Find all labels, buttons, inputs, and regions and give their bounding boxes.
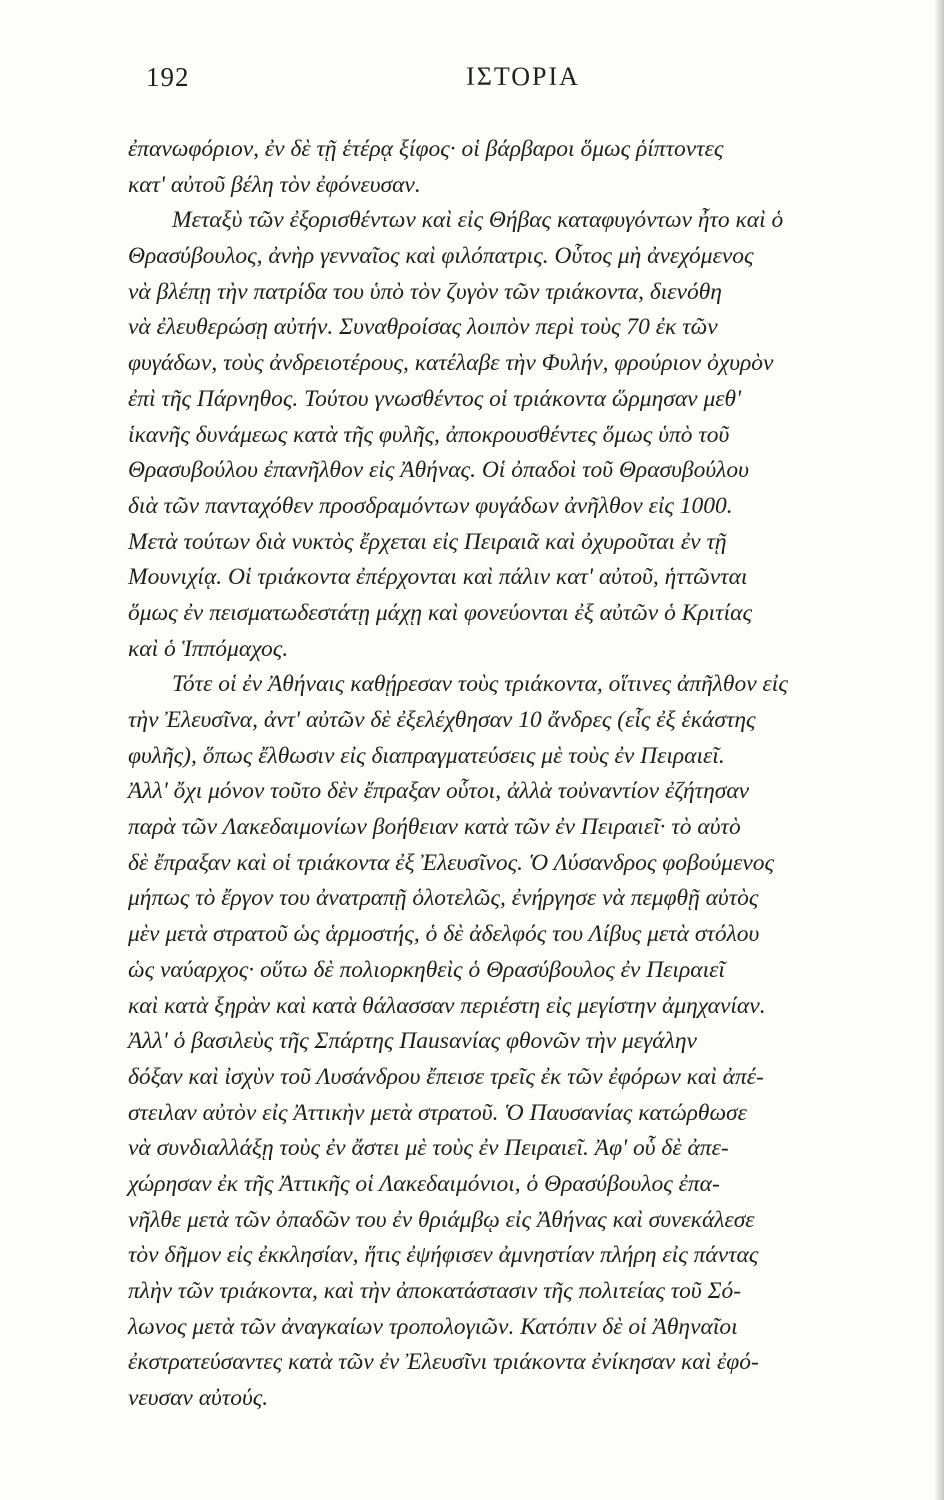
text-line: Τότε οἱ ἐν Ἀθήναις καθῄρεσαν τοὺς τριάκοντα, οἵτινες ἀπῆλθον εἰς: [172, 671, 788, 698]
text-line: παρὰ τῶν Λακεδαιμονίων βοήθειαν κατὰ τῶν ἐν Πειραιεῖ· τὸ αὐτὸ: [128, 814, 741, 841]
text-line: νὰ βλέπῃ τὴν πατρίδα του ὑπὸ τὸν ζυγὸν τῶν τριάκοντα, διενόθη: [128, 278, 722, 305]
text-line: ἐπανωφόριον, ἐν δὲ τῇ ἑτέρᾳ ξίφος· οἱ βάρβαροι ὅμως ῥίπτοντες: [128, 136, 724, 162]
body-text: [128, 132, 908, 1417]
text-line: Μετὰ τούτων διὰ νυκτὸς ἔρχεται εἰς Πειραιᾶ καὶ ὀχυροῦται ἐν τῇ: [128, 528, 727, 555]
running-title: ΙΣΤΟΡΙΑ: [466, 62, 580, 91]
text-line: καὶ ὁ Ἱππόμαχος.: [128, 635, 289, 662]
text-line: κατ' αὐτοῦ βέλη τὸν ἐφόνευσαν.: [128, 171, 421, 198]
text-line: ἐπὶ τῆς Πάρνηθος. Τούτου γνωσθέντος οἱ τριάκοντα ὥρμησαν μεθ': [128, 385, 742, 412]
text-line: στειλαν αὐτὸν εἰς Ἀττικὴν μετὰ στρατοῦ. Ὁ Παυσανίας κατώρθωσε: [128, 1099, 747, 1126]
text-line: λωνος μετὰ τῶν ἀναγκαίων τροπολογιῶν. Κατόπιν δὲ οἱ Ἀθηναῖοι: [128, 1313, 738, 1340]
text-line: πλὴν τῶν τριάκοντα, καὶ τὴν ἀποκατάστασιν τῆς πολιτείας τοῦ Σό-: [128, 1278, 742, 1304]
text-line: νῆλθε μετὰ τῶν ὀπαδῶν του ἐν θριάμβῳ εἰς Ἀθήνας καὶ συνεκάλεσε: [128, 1206, 755, 1233]
text-line: Μουνιχίᾳ. Οἱ τριάκοντα ἐπέρχονται καὶ πάλιν κατ' αὐτοῦ, ἡττῶνται: [128, 564, 748, 591]
text-line: ὅμως ἐν πεισματωδεστάτῃ μάχῃ καὶ φονεύονται ἐξ αὐτῶν ὁ Κριτίας: [128, 599, 752, 626]
text-line: τὴν Ἐλευσῖνα, ἀντ' αὐτῶν δὲ ἐξελέχθησαν 10 ἄνδρες (εἷς ἐξ ἑκάστης: [128, 707, 756, 733]
text-line: μὲν μετὰ στρατοῦ ὡς ἁρμοστής, ὁ δὲ ἀδελφός του Λίβυς μετὰ στόλου: [128, 921, 760, 948]
text-line: Ἀλλ' ὁ βασιλεὺς τῆς Σπάρτης Πausανίας φθονῶν τὴν μεγάλην: [128, 1028, 697, 1055]
text-line: καὶ κατὰ ξηρὰν καὶ κατὰ θάλασσαν περιέστη εἰς μεγίστην ἀμηχανίαν.: [128, 992, 766, 1019]
page-number: 192: [146, 62, 190, 92]
text-line: νὰ ἐλευθερώσῃ αὐτήν. Συναθροίσας λοιπὸν περὶ τοὺς 70 ἐκ τῶν: [128, 314, 718, 341]
text-line: Μεταξὺ τῶν ἐξορισθέντων καὶ εἰς Θήβας καταφυγόντων ἦτο καὶ ὁ: [172, 207, 784, 234]
text-line: Θρασυβούλου ἐπανῆλθον εἰς Ἀθήνας. Οἱ ὀπαδοὶ τοῦ Θρασυβούλου: [128, 457, 749, 484]
text-line: ἐκστρατεύσαντες κατὰ τῶν ἐν Ἐλευσῖνι τριάκοντα ἐνίκησαν καὶ ἐφό-: [128, 1349, 759, 1376]
text-line: νὰ συνδιαλλάξῃ τοὺς ἐν ἄστει μὲ τοὺς ἐν Πειραιεῖ. Ἀφ' οὗ δὲ ἀπε-: [128, 1135, 729, 1162]
text-line: νευσαν αὐτούς.: [128, 1385, 269, 1412]
text-line: ὡς ναύαρχος· οὕτω δὲ πολιορκηθεὶς ὁ Θρασύβουλος ἐν Πειραιεῖ: [128, 956, 725, 983]
text-line: χώρησαν ἐκ τῆς Ἀττικῆς οἱ Λακεδαιμόνιοι, ὁ Θρασύβουλος ἐπα-: [128, 1170, 720, 1197]
page-header: [142, 60, 904, 100]
text-line: φυγάδων, τοὺς ἀνδρειοτέρους, κατέλαβε τὴν Φυλήν, φρούριον ὀχυρὸν: [128, 350, 774, 377]
text-line: διὰ τῶν πανταχόθεν προσδραμόντων φυγάδων ἀνῆλθον εἰς 1000.: [128, 492, 733, 519]
text-line: ἱκανῆς δυνάμεως κατὰ τῆς φυλῆς, ἀποκρουσθέντες ὅμως ὑπὸ τοῦ: [128, 421, 730, 448]
text-line: δόξαν καὶ ἰσχὺν τοῦ Λυσάνδρου ἔπεισε τρεῖς ἐκ τῶν ἐφόρων καὶ ἀπέ-: [128, 1063, 764, 1090]
text-line: φυλῆς), ὅπως ἔλθωσιν εἰς διαπραγματεύσεις μὲ τοὺς ἐν Πειραιεῖ.: [128, 742, 725, 769]
text-line: Θρασύβουλος, ἀνὴρ γενναῖος καὶ φιλόπατρις. Οὗτος μὴ ἀνεχόμενος: [128, 243, 754, 270]
text-line: δὲ ἔπραξαν καὶ οἱ τριάκοντα ἐξ Ἐλευσῖνος. Ὁ Λύσανδρος φοβούμενος: [128, 849, 775, 876]
page-edge-shadow: [934, 0, 944, 1500]
text-line: Ἀλλ' ὄχι μόνον τοῦτο δὲν ἔπραξαν οὗτοι, ἀλλὰ τοὐναντίον ἐζήτησαν: [128, 778, 750, 805]
text-line: τὸν δῆμον εἰς ἐκκλησίαν, ἥτις ἐψήφισεν ἀμνηστίαν πλήρη εἰς πάντας: [128, 1242, 759, 1269]
text-line: μήπως τὸ ἔργον του ἀνατραπῇ ὁλοτελῶς, ἐνήργησε νὰ πεμφθῇ αὐτὸς: [128, 885, 759, 912]
